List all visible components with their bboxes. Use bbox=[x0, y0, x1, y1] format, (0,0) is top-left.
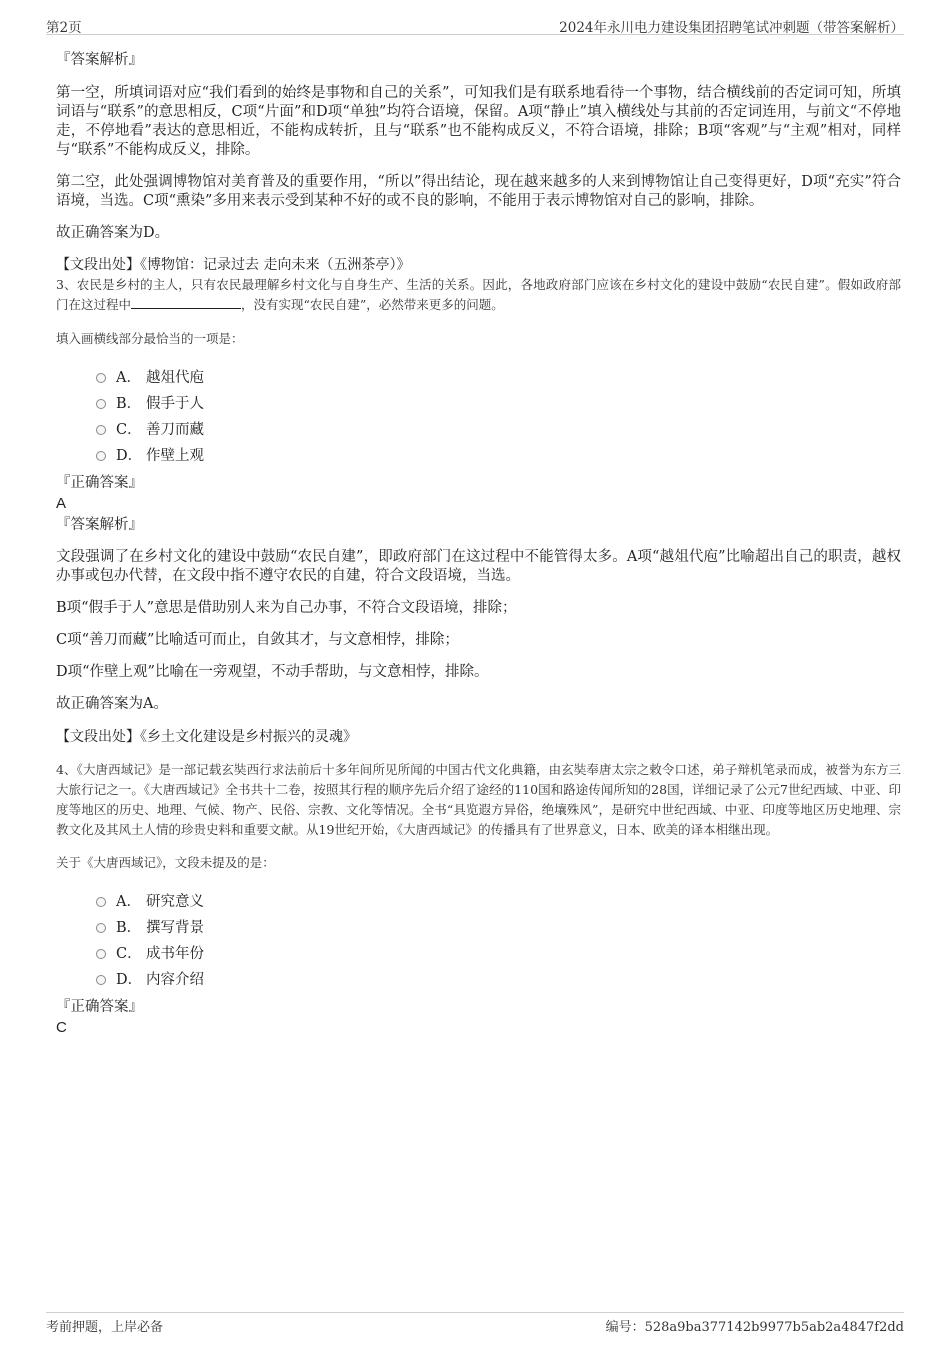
q3-answer: A bbox=[56, 495, 67, 512]
radio-icon[interactable] bbox=[96, 897, 106, 907]
q4-answer: C bbox=[56, 1019, 67, 1036]
q4-option-a[interactable]: A． 研究意义 bbox=[56, 889, 901, 915]
q4-options bbox=[56, 889, 901, 993]
q4-option-b[interactable]: B． 撰写背景 bbox=[56, 915, 901, 941]
q3-conclusion: 故正确答案为A。 bbox=[56, 696, 168, 712]
page-number: 第2页 bbox=[46, 20, 82, 36]
q3-blank bbox=[131, 296, 241, 309]
q3-analysis-label: 『答案解析』 bbox=[56, 517, 143, 533]
q3-options bbox=[56, 365, 901, 469]
q3-analysis-para: C项“善刀而藏”比喻适可而止，自敛其才，与文意相悖，排除； bbox=[56, 632, 459, 648]
q3-analysis-para: D项“作壁上观”比喻在一旁观望，不动手帮助，与文意相悖，排除。 bbox=[56, 664, 489, 680]
q3-option-d[interactable]: D． 作壁上观 bbox=[56, 443, 901, 469]
q3-stem: 3、农民是乡村的主人，只有农民最理解乡村文化与自身生产、生活的关系。因此，各地政府部门应该在乡村文化的建设中鼓励“农民自建”。假如政府部门在这过程中 ，没有实现“农民自建”，必然带来更多的问题。 bbox=[56, 277, 901, 312]
radio-icon[interactable] bbox=[96, 923, 106, 933]
q3-option-c[interactable]: C． 善刀而藏 bbox=[56, 417, 901, 443]
q3-analysis-para: 文段强调了在乡村文化的建设中鼓励“农民自建”，即政府部门在这过程中不能管得太多。A项“越俎代庖”比喻超出自己的职责，越权办事或包办代替，在文段中指不遵守农民的自建，符合文段语境，当选。 bbox=[56, 549, 901, 584]
radio-icon[interactable] bbox=[96, 451, 106, 461]
page-header bbox=[46, 14, 904, 35]
q4-answer-label: 『正确答案』 bbox=[56, 999, 143, 1015]
radio-icon[interactable] bbox=[96, 373, 106, 383]
q3-prompt: 填入画横线部分最恰当的一项是： bbox=[56, 331, 244, 346]
page-content bbox=[56, 46, 901, 1037]
q3-option-b[interactable]: B． 假手于人 bbox=[56, 391, 901, 417]
q3-analysis-para: B项“假手于人”意思是借助别人来为自己办事，不符合文段语境，排除； bbox=[56, 600, 517, 616]
radio-icon[interactable] bbox=[96, 949, 106, 959]
q4-stem: 4、《大唐西域记》是一部记载玄奘西行求法前后十多年间所见所闻的中国古代文化典籍，由玄奘奉唐太宗之敕令口述，弟子辩机笔录而成，被誉为东方三大旅行记之一。《大唐西域记》全书共十二卷，按照其行程的顺序先后介绍了途经的110国和路途传闻所知的28国，详细记录了公元7世纪西域、中亚、印度等地区的历史、地理、气候、物产、民俗、宗教、文化等情况。全书“具览遐方异俗，绝壤殊风”，是研究中世纪西域、中亚、印度等地区历史地理、宗教文化及其风土人情的珍贵史料和重要文献。从19世纪开始，《大唐西域记》的传播具有了世界意义，日本、欧美的译本相继出现。 bbox=[56, 762, 901, 837]
q4-option-d[interactable]: D． 内容介绍 bbox=[56, 967, 901, 993]
document-title: 2024年永川电力建设集团招聘笔试冲刺题（带答案解析） bbox=[559, 20, 904, 36]
q4-option-c[interactable]: C． 成书年份 bbox=[56, 941, 901, 967]
radio-icon[interactable] bbox=[96, 975, 106, 985]
q3-option-a[interactable]: A． 越俎代庖 bbox=[56, 365, 901, 391]
footer-slogan: 考前押题，上岸必备 bbox=[46, 1320, 164, 1335]
q4-prompt: 关于《大唐西域记》，文段未提及的是： bbox=[56, 855, 275, 870]
q3-source: 【文段出处】《乡土文化建设是乡村振兴的灵魂》 bbox=[56, 729, 357, 745]
radio-icon[interactable] bbox=[96, 399, 106, 409]
page-footer bbox=[46, 1312, 904, 1337]
document-id: 编号：528a9ba377142b9977b5ab2a4847f2dd bbox=[605, 1320, 904, 1335]
q2-analysis-para-1: 第一空，所填词语对应“我们看到的始终是事物和自己的关系”，可知我们是有联系地看待一个事物，结合横线前的否定词可知，所填词语与“联系”的意思相反，C项“片面”和D项“单独”均符合语境，保留。A项“静止”填入横线处与其前的否定词连用，与前文“不停地走，不停地看”表达的意思相近，不能构成转折，且与“联系”也不能构成反义，不符合语境，排除；B项“客观”与“主观”相对，同样与“联系”不能构成反义，排除。 bbox=[56, 85, 901, 158]
q2-analysis-label: 『答案解析』 bbox=[56, 52, 143, 68]
q2-analysis-para-2: 第二空，此处强调博物馆对美育普及的重要作用，“所以”得出结论，现在越来越多的人来到博物馆让自己变得更好，D项“充实”符合语境，当选。C项“熏染”多用来表示受到某种不好的或不良的影响，不能用于表示博物馆对自己的影响，排除。 bbox=[56, 174, 901, 209]
q2-conclusion: 故正确答案为D。 bbox=[56, 225, 170, 241]
q3-answer-label: 『正确答案』 bbox=[56, 475, 143, 491]
radio-icon[interactable] bbox=[96, 425, 106, 435]
q2-source: 【文段出处】《博物馆：记录过去 走向未来（五洲茶亭）》 bbox=[56, 257, 411, 273]
